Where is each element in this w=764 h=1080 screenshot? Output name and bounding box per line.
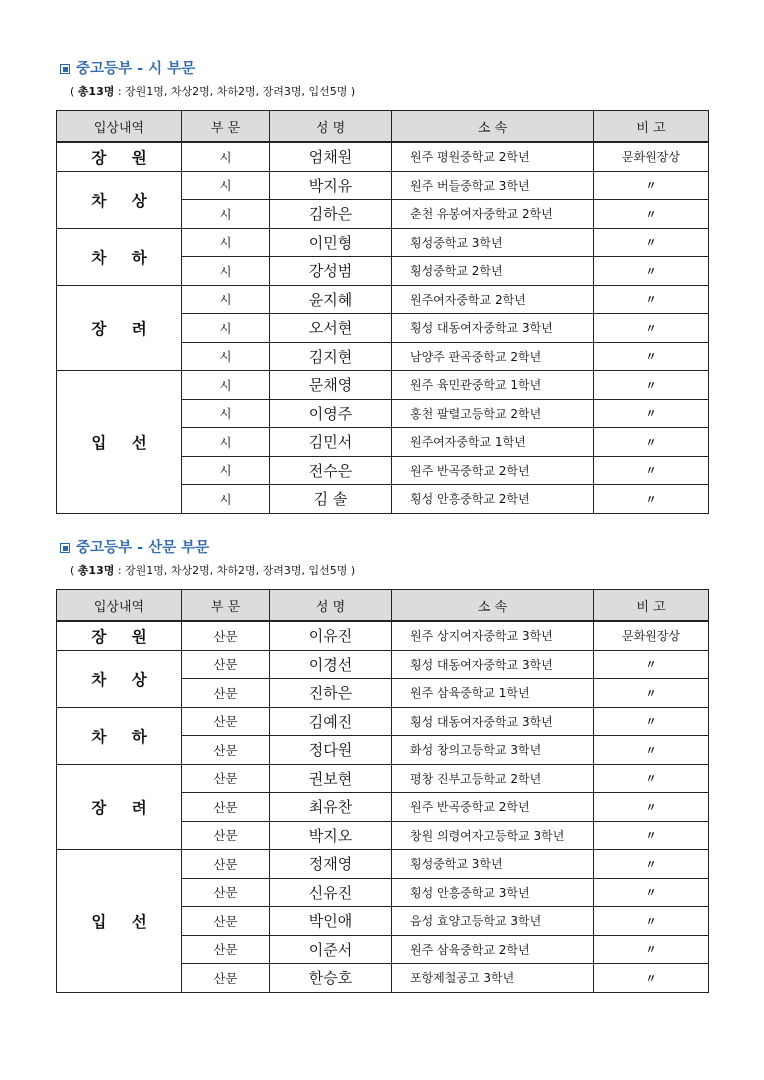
summary-total: 총13명 [77,85,115,98]
name-cell: 이경선 [270,650,392,679]
note-cell: 〃 [594,485,709,514]
division-cell: 시 [182,371,270,400]
affiliation-cell: 원주 버들중학교 3학년 [392,171,594,200]
affiliation-cell: 횡성 대동여자중학교 3학년 [392,314,594,343]
table-header-row [57,590,709,622]
affiliation-cell: 원주여자중학교 1학년 [392,428,594,457]
note-cell: 〃 [594,907,709,936]
table-row [57,764,709,793]
affiliation-cell: 횡성중학교 2학년 [392,257,594,286]
division-cell: 시 [182,142,270,171]
note-cell: 〃 [594,850,709,879]
division-cell: 산문 [182,821,270,850]
division-cell: 시 [182,228,270,257]
note-cell: 문화원장상 [594,621,709,650]
division-cell: 산문 [182,964,270,993]
name-cell: 김 솔 [270,485,392,514]
name-cell: 전수은 [270,456,392,485]
division-cell: 산문 [182,707,270,736]
affiliation-cell: 횡성 대동여자중학교 3학년 [392,650,594,679]
note-cell: 〃 [594,679,709,708]
note-cell: 〃 [594,456,709,485]
name-cell: 이유진 [270,621,392,650]
division-cell: 산문 [182,793,270,822]
affiliation-cell: 횡성 대동여자중학교 3학년 [392,707,594,736]
section-summary [70,83,708,101]
section-poetry [56,58,708,514]
affiliation-cell: 원주여자중학교 2학년 [392,285,594,314]
affiliation-cell: 원주 삼육중학교 1학년 [392,679,594,708]
note-cell: 〃 [594,964,709,993]
summary-open: ( [70,564,78,577]
name-cell: 박인애 [270,907,392,936]
table-row [57,621,709,650]
award-cell: 장 원 [57,142,182,171]
division-cell: 산문 [182,736,270,765]
note-cell: 〃 [594,736,709,765]
division-cell: 시 [182,285,270,314]
note-cell: 〃 [594,878,709,907]
table-row [57,371,709,400]
table-row [57,142,709,171]
division-cell: 시 [182,456,270,485]
name-cell: 최유찬 [270,793,392,822]
division-cell: 시 [182,342,270,371]
header-note: 비 고 [594,111,709,143]
note-cell: 〃 [594,821,709,850]
award-cell: 장 원 [57,621,182,650]
table-header-row [57,111,709,143]
name-cell: 문채영 [270,371,392,400]
summary-breakdown: : 장원1명, 차상2명, 차하2명, 장려3명, 입선5명 ) [114,85,356,98]
award-cell: 차 상 [57,650,182,707]
name-cell: 이준서 [270,935,392,964]
note-cell: 〃 [594,314,709,343]
section-title [60,58,708,80]
name-cell: 정재영 [270,850,392,879]
affiliation-cell: 창원 의령여자고등학교 3학년 [392,821,594,850]
affiliation-cell: 횡성중학교 3학년 [392,228,594,257]
table-row [57,171,709,200]
affiliation-cell: 남양주 판곡중학교 2학년 [392,342,594,371]
affiliation-cell: 횡성 안흥중학교 2학년 [392,485,594,514]
section-title-text: 중고등부 - 시 부문 [76,61,196,77]
division-cell: 산문 [182,907,270,936]
division-cell: 시 [182,200,270,229]
note-cell: 〃 [594,285,709,314]
name-cell: 이영주 [270,399,392,428]
name-cell: 김지현 [270,342,392,371]
name-cell: 오서현 [270,314,392,343]
division-cell: 산문 [182,878,270,907]
header-award: 입상내역 [57,590,182,622]
division-cell: 산문 [182,679,270,708]
affiliation-cell: 춘천 유봉여자중학교 2학년 [392,200,594,229]
header-division: 부 문 [182,111,270,143]
division-cell: 시 [182,485,270,514]
note-cell: 〃 [594,793,709,822]
award-cell: 차 하 [57,707,182,764]
award-cell: 장 려 [57,764,182,850]
table-row [57,285,709,314]
affiliation-cell: 평창 진부고등학교 2학년 [392,764,594,793]
note-cell: 문화원장상 [594,142,709,171]
header-division: 부 문 [182,590,270,622]
header-name: 성 명 [270,111,392,143]
affiliation-cell: 화성 창의고등학교 3학년 [392,736,594,765]
name-cell: 신유진 [270,878,392,907]
division-cell: 시 [182,428,270,457]
name-cell: 엄채원 [270,142,392,171]
affiliation-cell: 원주 상지여자중학교 3학년 [392,621,594,650]
note-cell: 〃 [594,371,709,400]
note-cell: 〃 [594,764,709,793]
section-title [60,537,708,559]
note-cell: 〃 [594,399,709,428]
name-cell: 한승호 [270,964,392,993]
award-cell: 차 하 [57,228,182,285]
awards-table [56,589,709,993]
division-cell: 시 [182,257,270,286]
division-cell: 시 [182,314,270,343]
header-name: 성 명 [270,590,392,622]
affiliation-cell: 원주 삼육중학교 2학년 [392,935,594,964]
award-cell: 입 선 [57,371,182,514]
division-cell: 시 [182,171,270,200]
header-note: 비 고 [594,590,709,622]
header-affiliation: 소 속 [392,590,594,622]
section-prose [56,537,708,993]
header-award: 입상내역 [57,111,182,143]
note-cell: 〃 [594,171,709,200]
award-cell: 입 선 [57,850,182,993]
table-row [57,707,709,736]
name-cell: 김예진 [270,707,392,736]
affiliation-cell: 홍천 팔렬고등학교 2학년 [392,399,594,428]
note-cell: 〃 [594,257,709,286]
affiliation-cell: 횡성 안흥중학교 3학년 [392,878,594,907]
affiliation-cell: 원주 평원중학교 2학년 [392,142,594,171]
affiliation-cell: 원주 반곡중학교 2학년 [392,793,594,822]
affiliation-cell: 음성 효양고등학교 3학년 [392,907,594,936]
name-cell: 김하은 [270,200,392,229]
affiliation-cell: 포항제철공고 3학년 [392,964,594,993]
note-cell: 〃 [594,342,709,371]
name-cell: 권보현 [270,764,392,793]
table-row [57,650,709,679]
award-cell: 차 상 [57,171,182,228]
name-cell: 김민서 [270,428,392,457]
division-cell: 산문 [182,621,270,650]
table-row [57,228,709,257]
affiliation-cell: 횡성중학교 3학년 [392,850,594,879]
name-cell: 정다원 [270,736,392,765]
square-bullet-icon [60,64,70,74]
header-affiliation: 소 속 [392,111,594,143]
awards-table [56,110,709,514]
name-cell: 윤지혜 [270,285,392,314]
note-cell: 〃 [594,228,709,257]
section-summary [70,562,708,580]
summary-open: ( [70,85,78,98]
note-cell: 〃 [594,428,709,457]
division-cell: 산문 [182,650,270,679]
award-cell: 장 려 [57,285,182,371]
division-cell: 시 [182,399,270,428]
name-cell: 박지오 [270,821,392,850]
name-cell: 박지유 [270,171,392,200]
division-cell: 산문 [182,850,270,879]
division-cell: 산문 [182,935,270,964]
note-cell: 〃 [594,200,709,229]
division-cell: 산문 [182,764,270,793]
name-cell: 이민형 [270,228,392,257]
note-cell: 〃 [594,650,709,679]
summary-total: 총13명 [77,564,115,577]
affiliation-cell: 원주 반곡중학교 2학년 [392,456,594,485]
section-title-text: 중고등부 - 산문 부문 [76,540,210,556]
affiliation-cell: 원주 육민관중학교 1학년 [392,371,594,400]
summary-breakdown: : 장원1명, 차상2명, 차하2명, 장려3명, 입선5명 ) [114,564,356,577]
note-cell: 〃 [594,935,709,964]
note-cell: 〃 [594,707,709,736]
table-row [57,850,709,879]
name-cell: 진하은 [270,679,392,708]
name-cell: 강성범 [270,257,392,286]
square-bullet-icon [60,543,70,553]
